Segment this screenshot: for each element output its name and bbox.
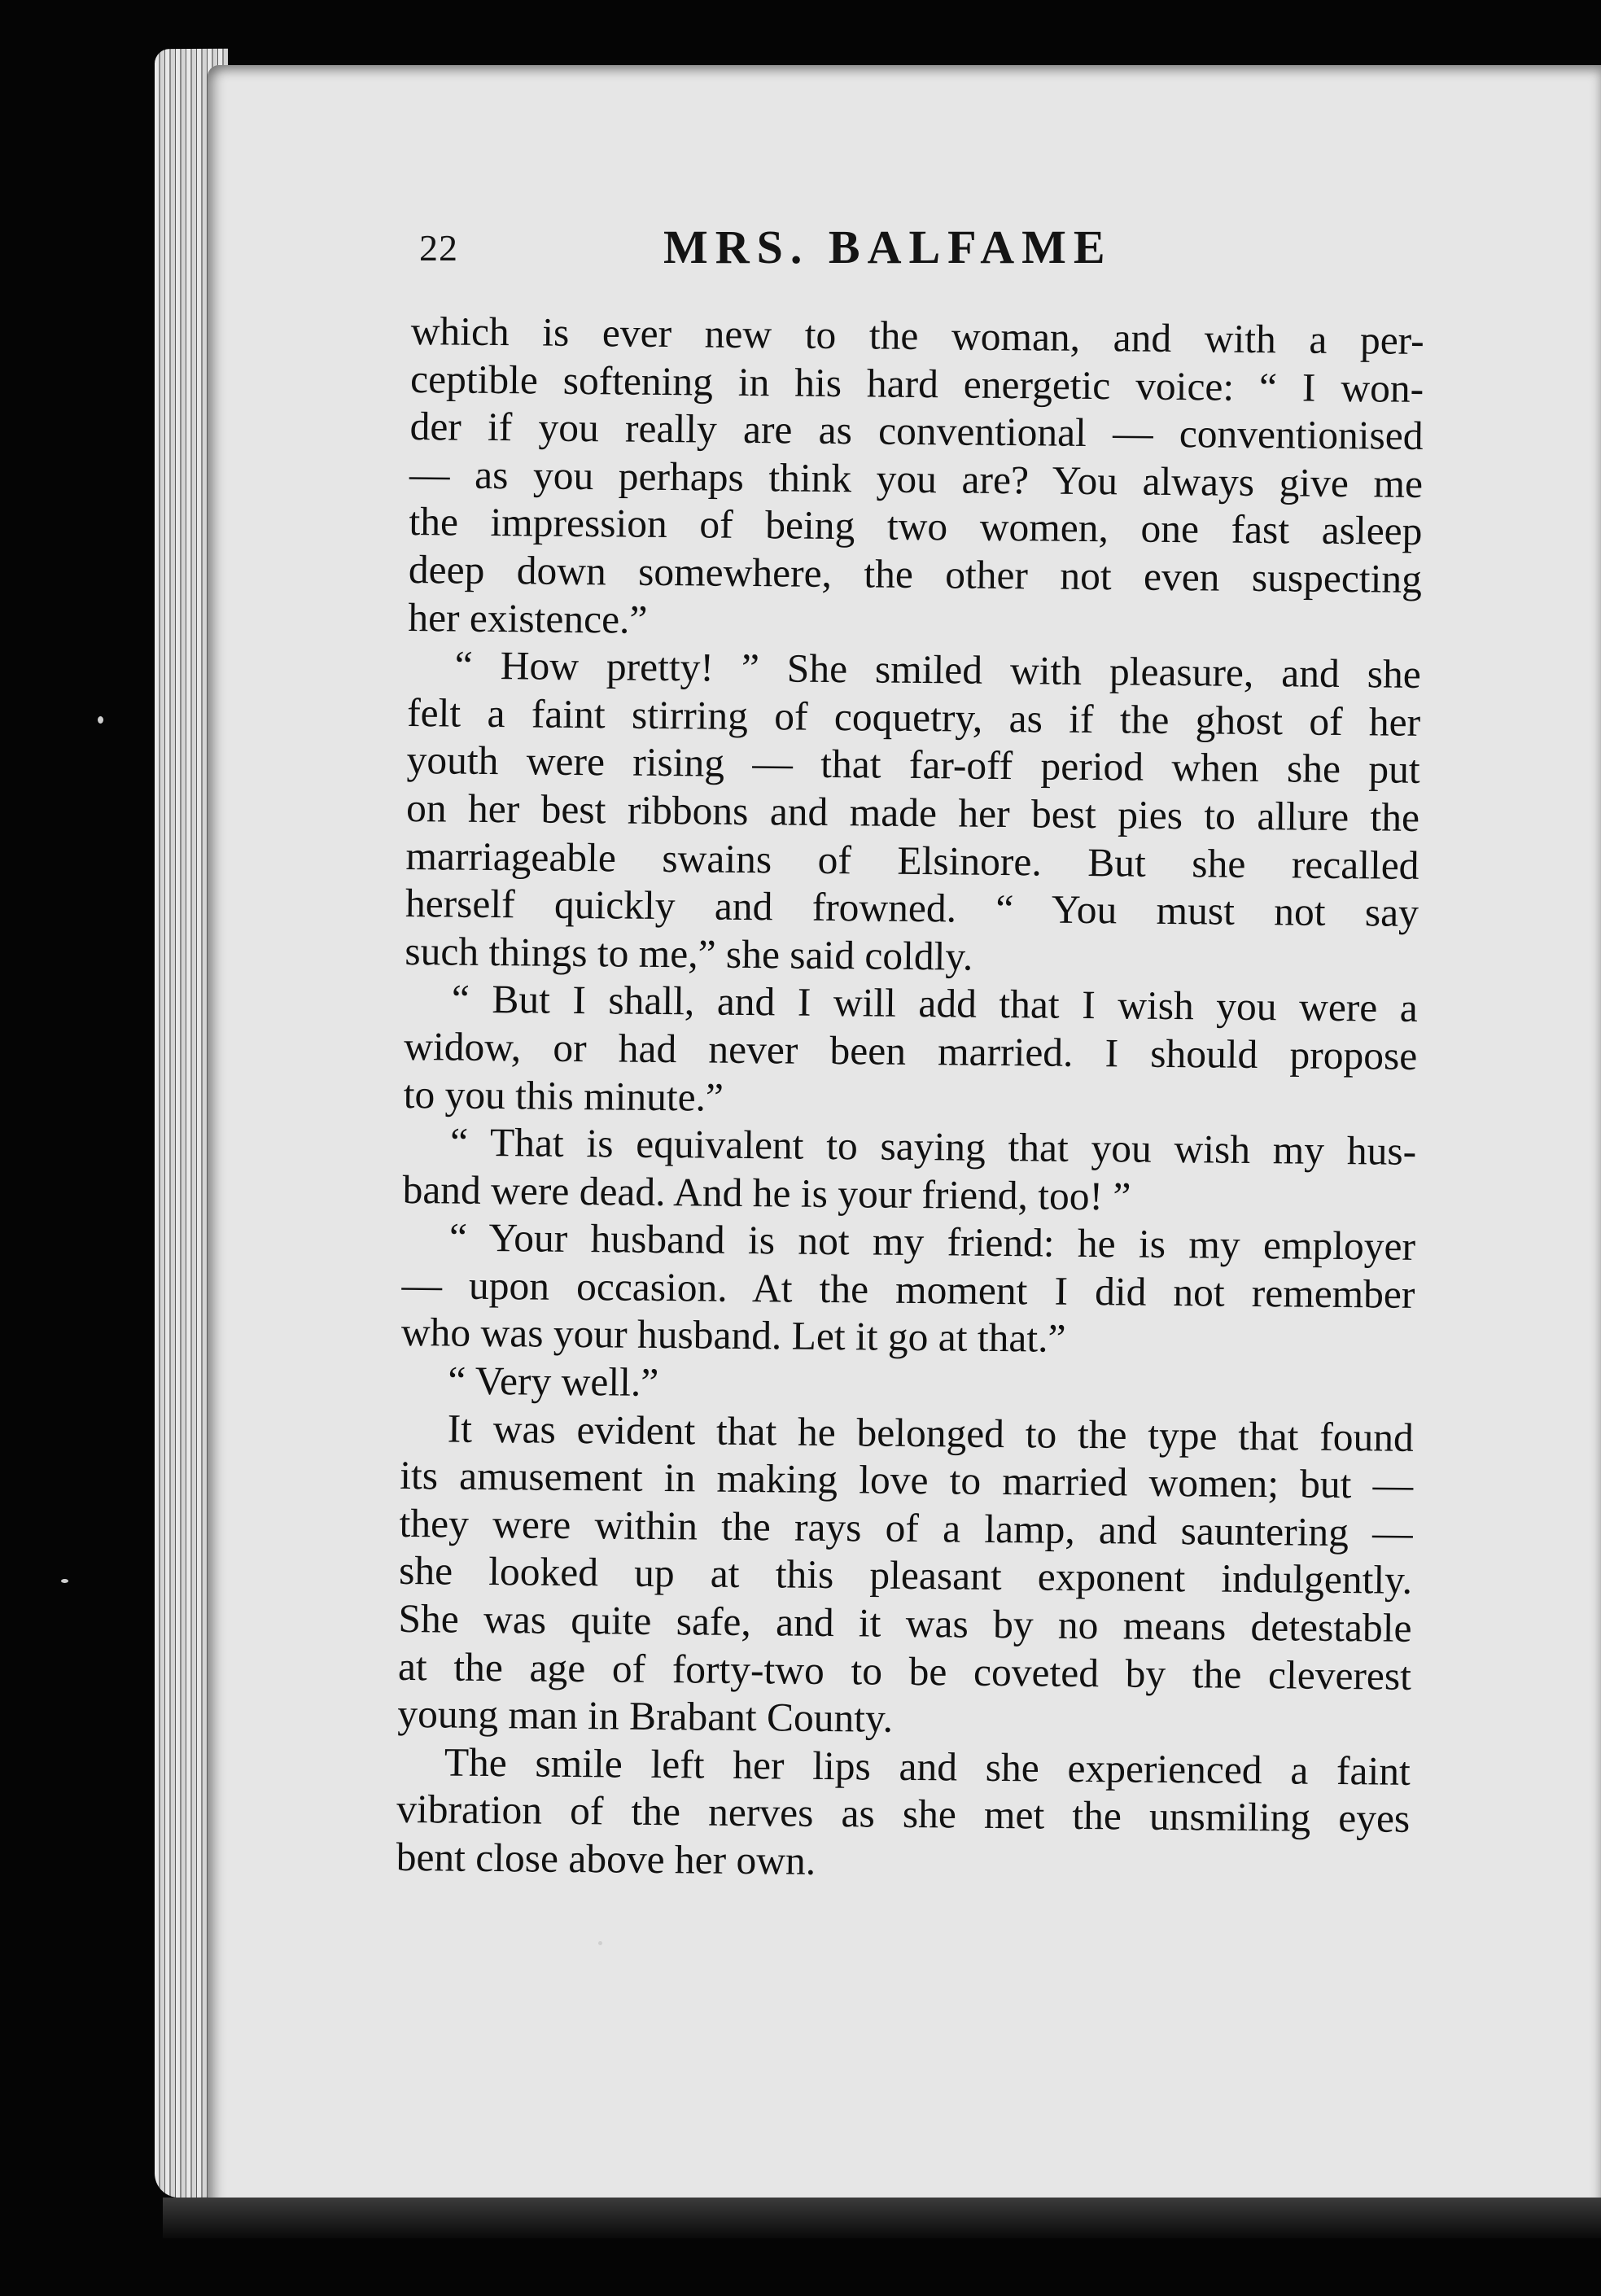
text-line: on her best ribbons and made her best pies to allure the — [405, 785, 1420, 840]
text-line: It was evident that he belonged to the type that found — [447, 1406, 1414, 1460]
text-line: bent close above her own. — [396, 1834, 816, 1883]
text-line: widow, or had never been married. I should propose — [404, 1023, 1418, 1078]
text-line: She was quite safe, and it was by no means detestable — [398, 1595, 1412, 1651]
text-line: at the age of forty-two to be coveted by the cleverest — [397, 1643, 1412, 1699]
text-line: vibration of the nerves as she met the unsmiling eyes — [396, 1787, 1411, 1842]
running-header — [419, 220, 1184, 285]
text-line: The smile left her lips and she experienced a faint — [444, 1739, 1411, 1794]
text-line: deep down somewhere, the other not even suspecting — [408, 546, 1423, 601]
page-bottom-shadow — [163, 2198, 1601, 2238]
text-line: to you this minute.” — [403, 1071, 724, 1120]
text-line: — as you perhaps think you are? You always give me — [409, 451, 1424, 506]
text-line: ceptible softening in his hard energetic voice: “ I won- — [409, 356, 1424, 411]
running-title: MRS. BALFAME — [663, 221, 1113, 273]
text-line: “ Your husband is not my friend: he is my employer — [448, 1214, 1416, 1270]
text-line: its amusement in making love to married women; but — — [399, 1453, 1414, 1508]
text-line: the impression of being two women, one fast asleep — [409, 499, 1423, 554]
body-text — [396, 308, 1424, 1891]
dust-speck — [98, 716, 103, 724]
text-line: felt a faint stirring of coquetry, as if the ghost of her — [406, 689, 1421, 745]
text-line: such things to me,” she said coldly. — [405, 928, 973, 979]
dust-speck — [598, 1941, 602, 1945]
text-line: which is ever new to the woman, and with a per- — [410, 308, 1424, 363]
text-line: “ That is equivalent to saying that you wish my hus- — [449, 1119, 1417, 1174]
text-line: “ But I shall, and I will add that I wish you were a — [451, 976, 1419, 1031]
text-line: marriageable swains of Elsinore. But she recalled — [405, 833, 1419, 888]
page-number: 22 — [419, 227, 458, 269]
text-line: they were within the rays of a lamp, and sauntering — — [399, 1500, 1413, 1555]
text-line: who was your husband. Let it go at that.” — [400, 1310, 1066, 1362]
text-line: der if you really are as conventional — conventionised — [409, 404, 1424, 459]
text-line: band were dead. And he is your friend, too! ” — [402, 1166, 1131, 1219]
dust-speck — [61, 1579, 68, 1583]
text-line: — upon occasion. At the moment I did not remember — [401, 1262, 1415, 1317]
text-line: herself quickly and frowned. “ You must not say — [405, 881, 1419, 936]
text-line: “ How pretty! ” She smiled with pleasure, and she — [454, 642, 1421, 698]
text-line: youth were rising — that far-off period when she put — [406, 737, 1420, 793]
text-line: “ Very well.” — [448, 1358, 659, 1406]
text-line: young man in Brabant County. — [397, 1691, 894, 1741]
text-line: she looked up at this pleasant exponent indulgently. — [398, 1548, 1413, 1603]
text-line: her existence.” — [408, 594, 648, 642]
